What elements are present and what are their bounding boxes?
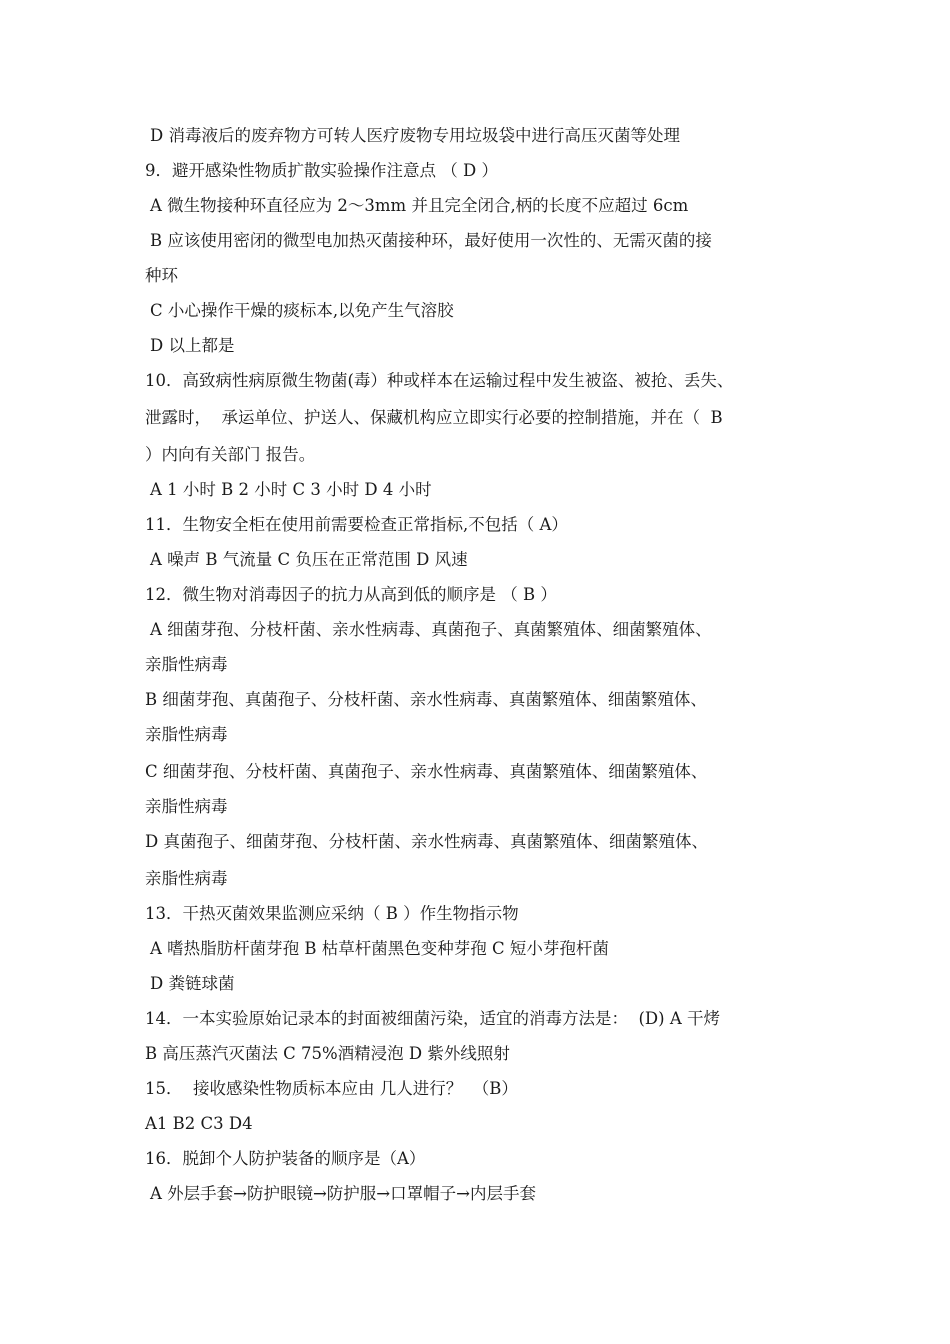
option-9a: A 微生物接种环直径应为 2～3mm 并且完全闭合,柄的长度不应超过 6cm: [150, 196, 689, 215]
options-15: A1 B2 C3 D4: [145, 1114, 253, 1133]
option-13d: D 粪链球菌: [150, 974, 235, 993]
option-12c: C 细菌芽孢、分枝杆菌、真菌孢子、亲水性病毒、真菌繁殖体、细菌繁殖体、: [145, 762, 708, 781]
question-13: 13．干热灭菌效果监测应采纳（ B ）作生物指示物: [145, 904, 519, 923]
options-10: A 1 小时 B 2 小时 C 3 小时 D 4 小时: [150, 480, 432, 499]
question-11: 11．生物安全柜在使用前需要检查正常指标,不包括（ A）: [145, 515, 568, 534]
options-11: A 噪声 B 气流量 C 负压在正常范围 D 风速: [150, 550, 468, 569]
question-16: 16．脱卸个人防护装备的顺序是（A）: [145, 1149, 426, 1168]
option-12b: B 细菌芽孢、真菌孢子、分枝杆菌、亲水性病毒、真菌繁殖体、细菌繁殖体、: [145, 690, 707, 709]
option-12a-cont: 亲脂性病毒: [145, 655, 228, 674]
question-15: 15． 接收感染性物质标本应由 几人进行？ （B）: [145, 1079, 518, 1098]
options-13: A 嗜热脂肪杆菌芽孢 B 枯草杆菌黑色变种芽孢 C 短小芽孢杆菌: [150, 939, 609, 958]
question-10-cont: 泄露时， 承运单位、护送人、保藏机构应立即实行必要的控制措施，并在（ B: [145, 408, 723, 427]
question-12: 12．微生物对消毒因子的抗力从高到低的顺序是 （ B ）: [145, 585, 557, 604]
option-8d: D 消毒液后的废弃物方可转人医疗废物专用垃圾袋中进行高压灭菌等处理: [150, 126, 680, 145]
option-12d: D 真菌孢子、细菌芽孢、分枝杆菌、亲水性病毒、真菌繁殖体、细菌繁殖体、: [145, 832, 708, 851]
option-12c-cont: 亲脂性病毒: [145, 797, 228, 816]
option-9b: B 应该使用密闭的微型电加热灭菌接种环，最好使用一次性的、无需灭菌的接: [150, 231, 712, 250]
question-9: 9．避开感染性物质扩散实验操作注意点 （ D ）: [145, 161, 498, 180]
question-14: 14．一本实验原始记录本的封面被细菌污染，适宜的消毒方法是： (D) A 干烤: [145, 1009, 720, 1028]
option-12d-cont: 亲脂性病毒: [145, 869, 228, 888]
option-9d: D 以上都是: [150, 336, 235, 355]
options-14: B 高压蒸汽灭菌法 C 75%酒精浸泡 D 紫外线照射: [145, 1044, 510, 1063]
option-12a: A 细菌芽孢、分枝杆菌、亲水性病毒、真菌孢子、真菌繁殖体、细菌繁殖体、: [150, 620, 712, 639]
option-9b-cont: 种环: [145, 266, 178, 285]
option-16a: A 外层手套→防护眼镜→防护服→口罩帽子→内层手套: [150, 1184, 536, 1203]
option-12b-cont: 亲脂性病毒: [145, 725, 228, 744]
question-10: 10．高致病性病原微生物菌(毒）种或样本在运输过程中发生被盗、被抢、丢失、: [145, 371, 734, 390]
option-9c: C 小心操作干燥的痰标本,以免产生气溶胶: [150, 301, 454, 320]
question-10-cont2: ）内向有关部门 报告。: [145, 445, 316, 464]
